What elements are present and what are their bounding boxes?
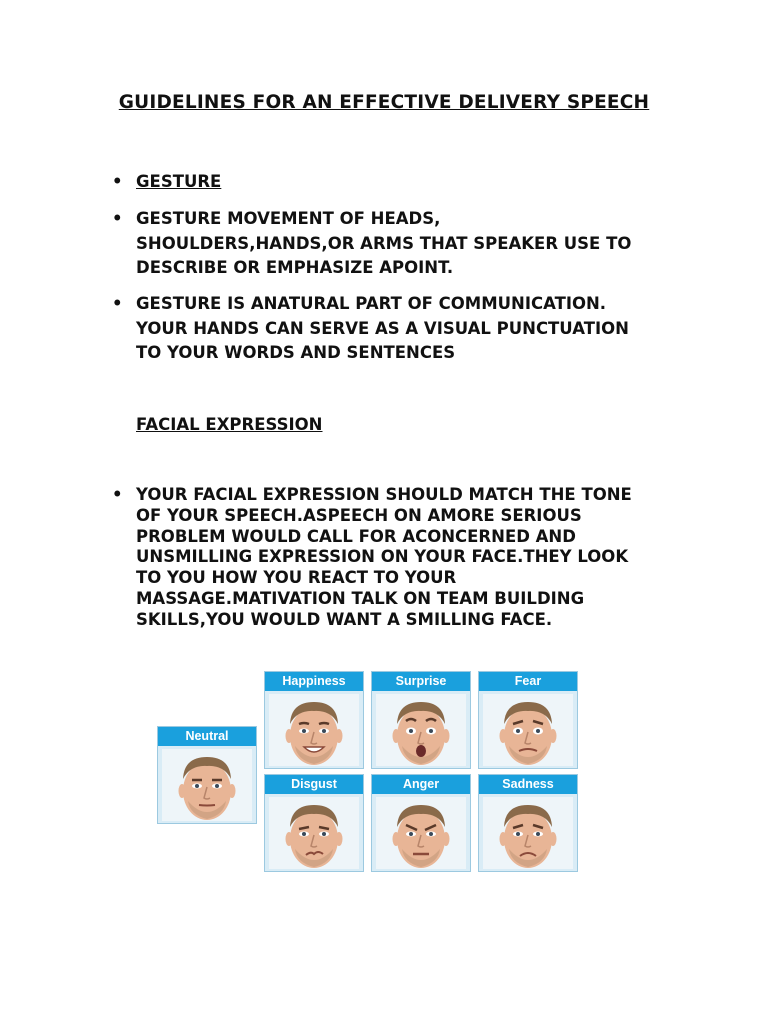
face-card-fear <box>478 671 578 769</box>
face-label-disgust: Disgust <box>265 775 363 794</box>
gesture-heading: GESTURE <box>136 172 222 191</box>
face-card-anger <box>371 774 471 872</box>
facial-expression-heading: FACIAL EXPRESSION <box>136 415 323 434</box>
face-card-surprise <box>371 671 471 769</box>
face-image-happiness <box>269 694 359 766</box>
face-card-sadness <box>478 774 578 872</box>
list-item-text: GESTURE IS ANATURAL PART OF COMMUNICATION. YOUR HANDS CAN SERVE AS A VISUAL PUNCTUATION TO YOUR WORDS AND SENTENCES <box>136 294 629 362</box>
face-label-sadness: Sadness <box>479 775 577 794</box>
face-card-happiness <box>264 671 364 769</box>
face-card-disgust <box>264 774 364 872</box>
face-image-disgust <box>269 797 359 869</box>
face-image-neutral <box>162 749 252 821</box>
bullet-marker: • <box>112 172 123 191</box>
face-image-fear <box>483 694 573 766</box>
face-card-neutral <box>157 726 257 824</box>
bullet-marker: • <box>112 294 123 313</box>
face-label-anger: Anger <box>372 775 470 794</box>
face-label-happiness: Happiness <box>265 672 363 691</box>
face-image-anger <box>376 797 466 869</box>
face-label-neutral: Neutral <box>158 727 256 746</box>
face-image-surprise <box>376 694 466 766</box>
bullet-marker: • <box>112 485 123 504</box>
bullet-marker: • <box>112 209 123 228</box>
face-label-surprise: Surprise <box>372 672 470 691</box>
face-image-sadness <box>483 797 573 869</box>
face-label-fear: Fear <box>479 672 577 691</box>
list-item-text: YOUR FACIAL EXPRESSION SHOULD MATCH THE TONE OF YOUR SPEECH.ASPEECH ON AMORE SERIOUS PROBLEM WOULD CALL FOR ACONCERNED AND UNSMILLING EXPRESSION ON YOUR FACE.THEY LOOK TO YOU HOW YOU REACT TO YOUR MASSAGE.MATIVATION TALK ON TEAM BUILDING SKILLS,YOU WOULD WANT A SMILLING FACE. <box>136 485 632 629</box>
list-item-text: GESTURE MOVEMENT OF HEADS, SHOULDERS,HANDS,OR ARMS THAT SPEAKER USE TO DESCRIBE OR EMPHASIZE APOINT. <box>136 209 632 277</box>
page-title: GUIDELINES FOR AN EFFECTIVE DELIVERY SPEECH <box>118 92 650 113</box>
